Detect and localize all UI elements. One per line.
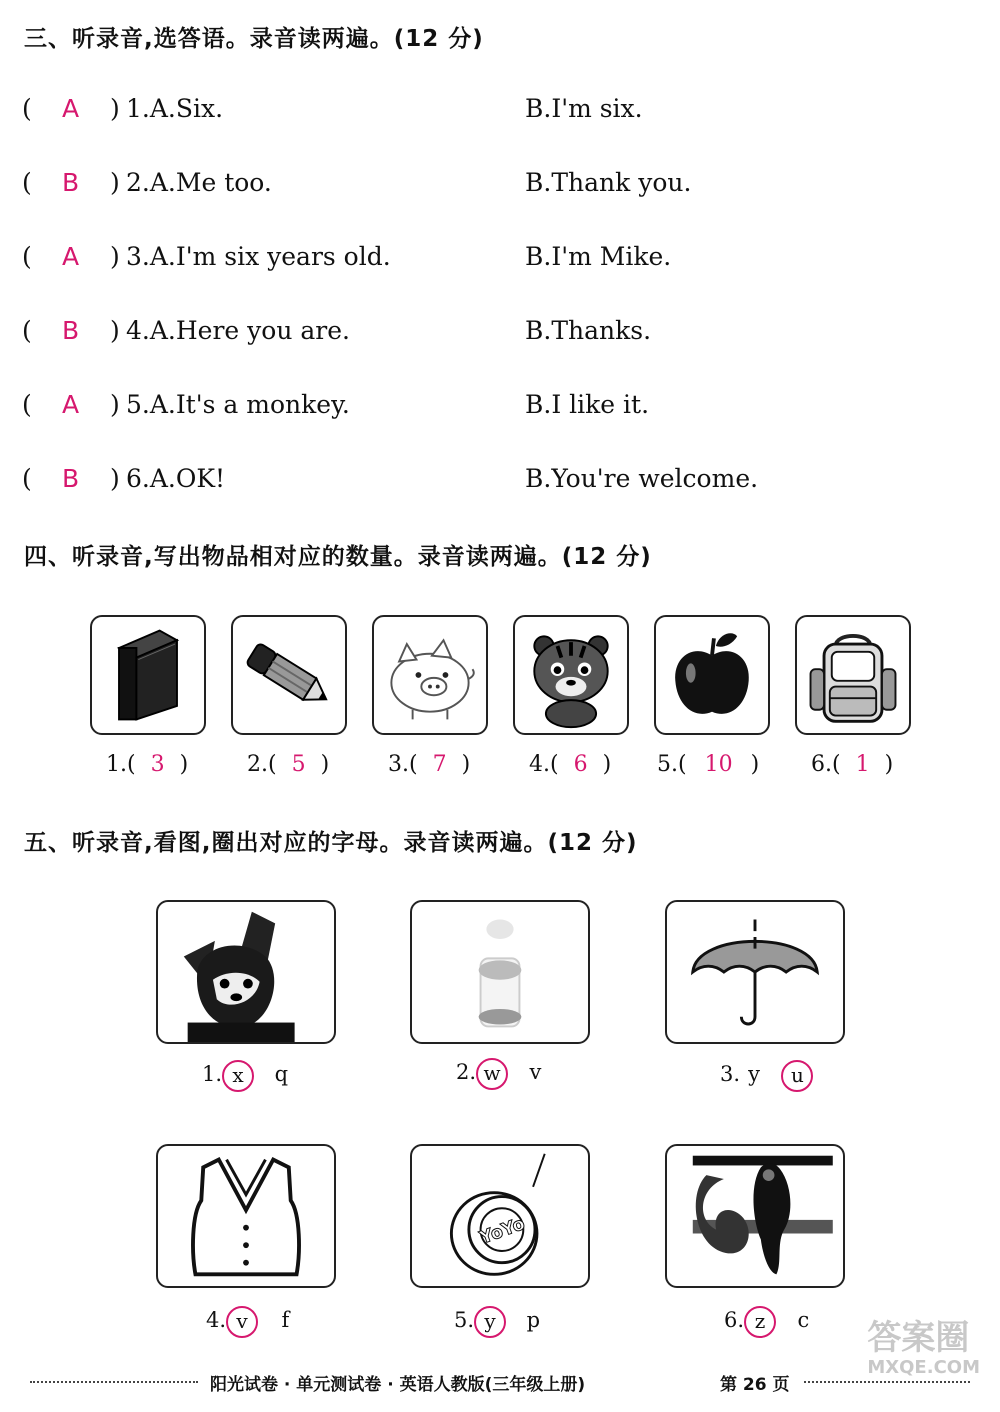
answer-3[interactable]: A xyxy=(62,242,80,271)
answer-5[interactable]: A xyxy=(62,390,80,419)
picture-box-umbrella xyxy=(665,900,845,1044)
option-b-1: B.I'm six. xyxy=(525,94,643,123)
fox-icon xyxy=(158,902,334,1042)
backpack-icon xyxy=(797,617,909,733)
option-b-3: B.I'm Mike. xyxy=(525,242,672,271)
answer-1[interactable]: A xyxy=(62,94,80,123)
question-row-6: ( B ) 6.A.OK! B.You're welcome. xyxy=(22,459,982,499)
circled-letter-1[interactable]: x xyxy=(222,1060,254,1092)
footer-divider-right xyxy=(804,1381,970,1383)
letter-option-5[interactable]: p xyxy=(526,1308,541,1332)
zebra-icon xyxy=(667,1146,843,1286)
option-b-6: B.You're welcome. xyxy=(525,464,759,493)
watermark xyxy=(867,1318,980,1378)
pig-icon xyxy=(374,617,486,733)
section-5-heading: 五、听录音,看图,圈出对应的字母。录音读两遍。(12 分) xyxy=(24,830,638,856)
option-b-2: B.Thank you. xyxy=(525,168,692,197)
option-a-1: 1.A.Six. xyxy=(126,94,224,123)
letter-choice-6: 6. z c xyxy=(724,1304,817,1338)
circled-letter-5[interactable]: y xyxy=(474,1306,506,1338)
count-1: 1.( 3 ) xyxy=(106,750,188,780)
count-value-3[interactable]: 7 xyxy=(432,752,447,777)
picture-box-fox xyxy=(156,900,336,1044)
picture-box-vest xyxy=(156,1144,336,1288)
section-4-heading: 四、听录音,写出物品相对应的数量。录音读两遍。(12 分) xyxy=(24,544,652,570)
letter-option-4[interactable]: f xyxy=(281,1308,290,1332)
count-value-2[interactable]: 5 xyxy=(291,752,306,777)
count-5: 5.( 10 ) xyxy=(657,750,759,780)
option-a-6: 6.A.OK! xyxy=(126,464,226,493)
picture-box-water xyxy=(410,900,590,1044)
count-3: 3.( 7 ) xyxy=(388,750,470,780)
section-3-heading: 三、听录音,选答语。录音读两遍。(12 分) xyxy=(24,26,484,52)
watermark-logo: 答案圈 xyxy=(867,1318,970,1358)
footer-divider-left xyxy=(30,1381,198,1383)
umbrella-icon xyxy=(667,902,843,1042)
question-row-5: ( A ) 5.A.It's a monkey. B.I like it. xyxy=(22,385,982,425)
letter-option-2[interactable]: v xyxy=(529,1060,542,1084)
apple-icon xyxy=(656,617,768,733)
page-footer xyxy=(30,1364,970,1398)
watermark-url: MXQE.COM xyxy=(867,1357,980,1378)
count-2: 2.( 5 ) xyxy=(247,750,329,780)
letter-choice-4: 4. v f xyxy=(206,1304,299,1338)
book-icon xyxy=(92,617,204,733)
count-value-1[interactable]: 3 xyxy=(150,752,165,777)
question-row-3: ( A ) 3.A.I'm six years old. B.I'm Mike. xyxy=(22,237,982,277)
pencil-icon xyxy=(233,617,345,733)
option-a-3: 3.A.I'm six years old. xyxy=(126,242,391,271)
water-icon xyxy=(412,902,588,1042)
letter-choice-3: 3. y u xyxy=(720,1058,813,1092)
answer-6[interactable]: B xyxy=(62,464,80,493)
option-b-4: B.Thanks. xyxy=(525,316,652,345)
answer-2[interactable]: B xyxy=(62,168,80,197)
yoyo-label: YoYo xyxy=(477,1214,528,1249)
count-4: 4.( 6 ) xyxy=(529,750,611,780)
question-row-4: ( B ) 4.A.Here you are. B.Thanks. xyxy=(22,311,982,351)
picture-box-apple xyxy=(654,615,770,735)
option-a-4: 4.A.Here you are. xyxy=(126,316,350,345)
count-6: 6.( 1 ) xyxy=(811,750,893,780)
picture-box-backpack xyxy=(795,615,911,735)
letter-option-3[interactable]: y xyxy=(748,1062,760,1086)
circled-letter-6[interactable]: z xyxy=(744,1306,776,1338)
picture-box-book xyxy=(90,615,206,735)
count-value-6[interactable]: 1 xyxy=(855,752,870,777)
picture-box-zebra xyxy=(665,1144,845,1288)
circled-letter-2[interactable]: w xyxy=(476,1058,508,1090)
letter-choice-5: 5. y p xyxy=(454,1304,547,1338)
vest-icon xyxy=(158,1146,334,1286)
yoyo-icon xyxy=(412,1146,588,1286)
letter-option-1[interactable]: q xyxy=(274,1062,289,1086)
picture-box-yoyo xyxy=(410,1144,590,1288)
letter-choice-1: 1. x q xyxy=(202,1058,295,1092)
option-a-5: 5.A.It's a monkey. xyxy=(126,390,350,419)
option-a-2: 2.A.Me too. xyxy=(126,168,272,197)
question-row-2: ( B ) 2.A.Me too. B.Thank you. xyxy=(22,163,982,203)
page-number: 第 26 页 xyxy=(720,1375,790,1395)
tiger-icon xyxy=(515,617,627,733)
circled-letter-3[interactable]: u xyxy=(781,1060,813,1092)
question-row-1: ( A ) 1.A.Six. B.I'm six. xyxy=(22,89,982,129)
letter-choice-2: 2. w v xyxy=(456,1056,549,1090)
letter-option-6[interactable]: c xyxy=(797,1308,810,1332)
footer-text: 阳光试卷 · 单元测试卷 · 英语人教版(三年级上册) xyxy=(210,1375,586,1395)
answer-4[interactable]: B xyxy=(62,316,80,345)
picture-box-tiger xyxy=(513,615,629,735)
picture-box-pencil xyxy=(231,615,347,735)
option-b-5: B.I like it. xyxy=(525,390,650,419)
count-value-4[interactable]: 6 xyxy=(573,752,588,777)
picture-box-pig xyxy=(372,615,488,735)
count-value-5[interactable]: 10 xyxy=(704,752,733,777)
circled-letter-4[interactable]: v xyxy=(226,1306,258,1338)
